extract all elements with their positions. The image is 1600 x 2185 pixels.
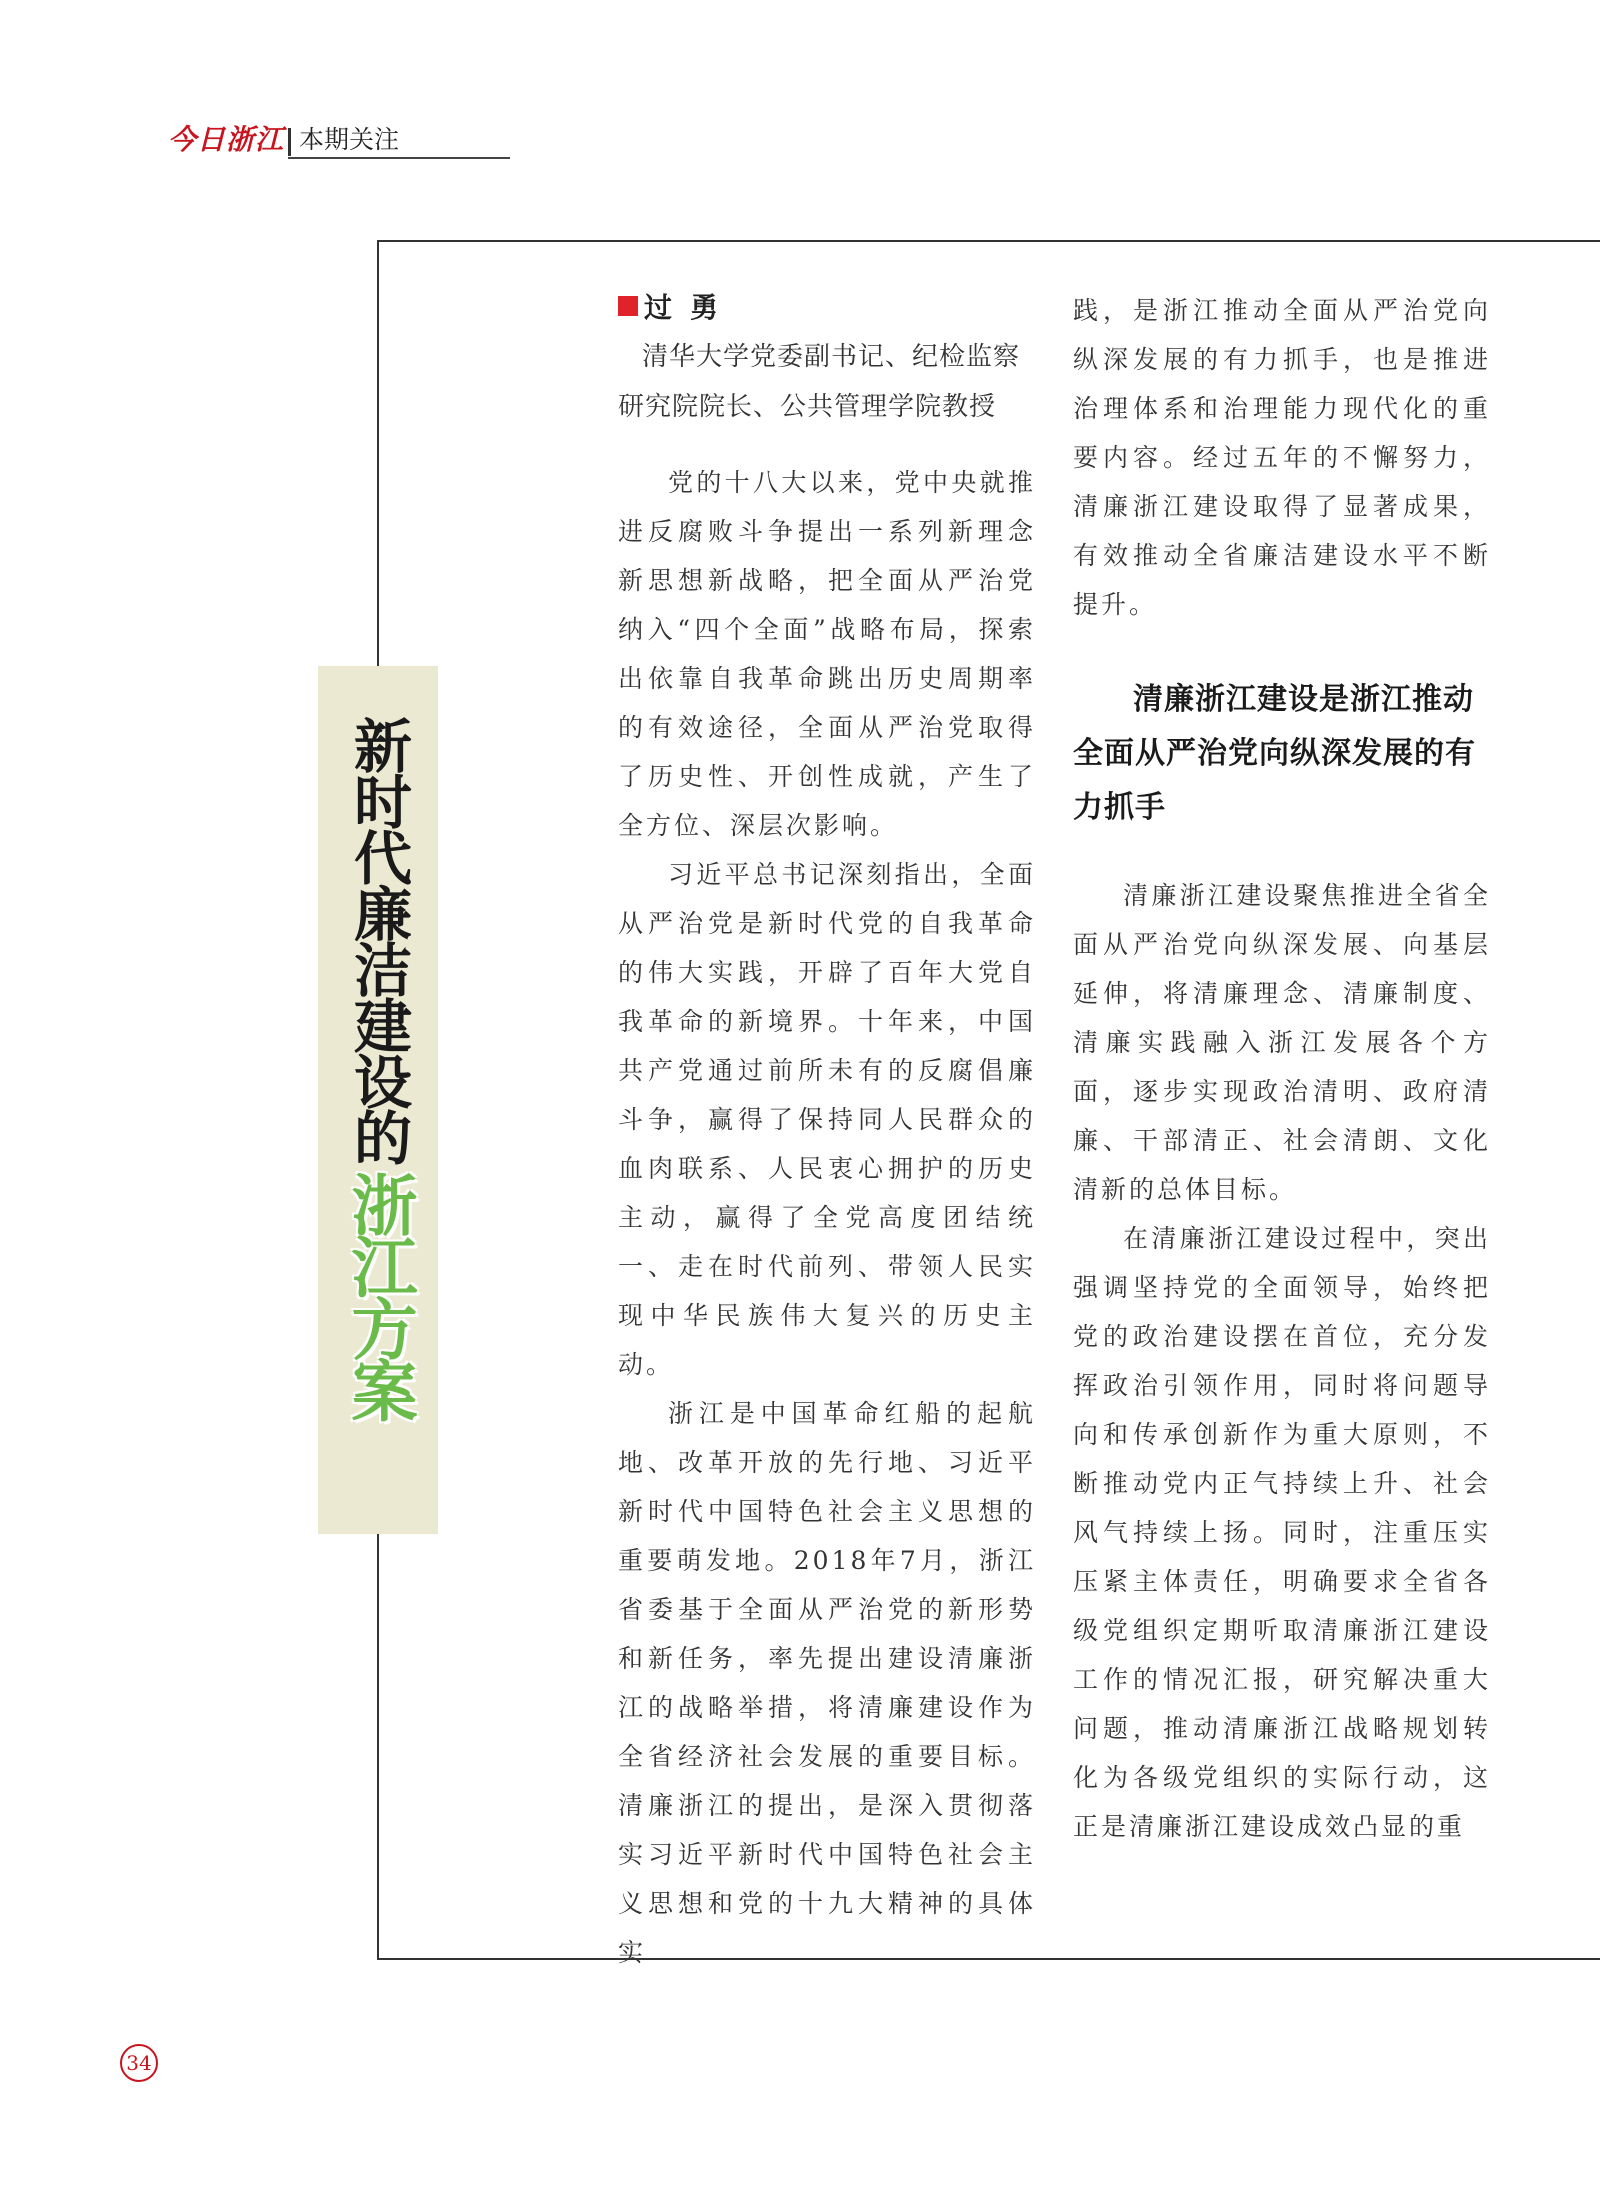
magazine-logo: 今日浙江 <box>168 123 285 156</box>
article-title-line1: 新时代廉洁建设的 <box>344 716 412 1164</box>
body-paragraph: 习近平总书记深刻指出，全面从严治党是新时代党的自我革命的伟大实践，开辟了百年大党自我革命的新境界。十年来，中国共产党通过前所未有的反腐倡廉斗争，赢得了保持同人民群众的血肉联系、人民衷心拥护的历史主动，赢得了全党高度团结统一、走在时代前列、带领人民实现中华民族伟大复兴的历史主动。 <box>618 860 1036 1379</box>
body-paragraph: 浙江是中国革命红船的起航地、改革开放的先行地、习近平新时代中国特色社会主义思想的重要萌发地。2018年7月，浙江省委基于全面从严治党的新形势和新任务，率先提出建设清廉浙江的战略举措，将清廉建设作为全省经济社会发展的重要目标。清廉浙江的提出，是深入贯彻落实习近平新时代中国特色社会主义思想和党的十九大精神的具体实 <box>618 1399 1036 1967</box>
header-underline <box>288 157 510 159</box>
body-paragraph: 在清廉浙江建设过程中，突出强调坚持党的全面领导，始终把党的政治建设摆在首位，充分发挥政治引领作用，同时将问题导向和传承创新作为重大原则，不断推动党内正气持续上升、社会风气持续上扬。同时，注重压实压紧主体责任，明确要求全省各级党组织定期听取清廉浙江建设工作的情况汇报，研究解决重大问题，推动清廉浙江战略规划转化为各级党组织的实际行动，这正是清廉浙江建设成效凸显的重 <box>1073 1224 1491 1841</box>
article-column-left <box>618 286 1036 1977</box>
section-subheading: 清廉浙江建设是浙江推动全面从严治党向纵深发展的有力抓手 <box>1073 682 1476 825</box>
author-name: 过勇 <box>644 291 737 324</box>
body-paragraph: 清廉浙江建设聚焦推进全省全面从严治党向纵深发展、向基层延伸，将清廉理念、清廉制度、清廉实践融入浙江发展各个方面，逐步实现政治清明、政府清廉、干部清正、社会清朗、文化清新的总体目标。 <box>1073 881 1491 1204</box>
article-title-line2: 浙江方案 <box>340 1171 417 1419</box>
article-column-right <box>1073 286 1491 1851</box>
header-divider <box>288 128 291 156</box>
article-title-block <box>318 666 438 1534</box>
author-line <box>618 286 1036 326</box>
author-bio: 清华大学党委副书记、纪检监察研究院院长、公共管理学院教授 <box>618 342 1021 422</box>
section-label: 本期关注 <box>299 125 400 154</box>
frame-top-rule <box>377 240 1600 242</box>
body-paragraph: 党的十八大以来，党中央就推进反腐败斗争提出一系列新理念新思想新战略，把全面从严治党纳入“四个全面”战略布局，探索出依靠自我革命跳出历史周期率的有效途径，全面从严治党取得了历史性、开创性成就，产生了全方位、深层次影响。 <box>618 468 1036 840</box>
body-paragraph-continued: 践，是浙江推动全面从严治党向纵深发展的有力抓手，也是推进治理体系和治理能力现代化的重要内容。经过五年的不懈努力，清廉浙江建设取得了显著成果，有效推动全省廉洁建设水平不断提升。 <box>1073 296 1491 619</box>
page-number: 34 <box>120 2044 158 2082</box>
author-marker-icon <box>618 296 638 316</box>
page-header <box>168 122 510 158</box>
